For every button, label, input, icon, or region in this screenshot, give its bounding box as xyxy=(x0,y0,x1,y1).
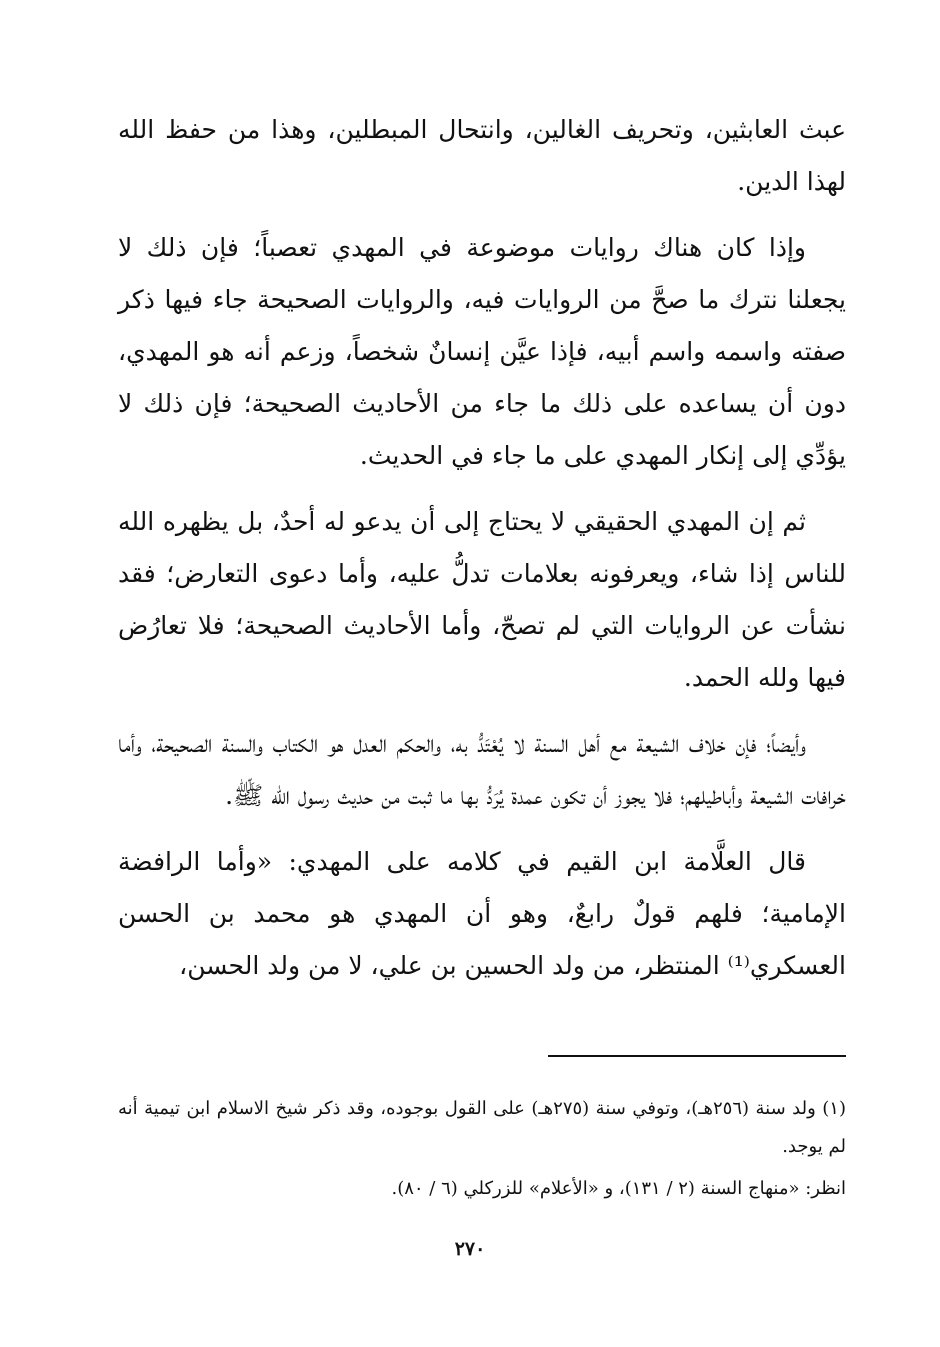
footnote-1: (١) ولد سنة (٢٥٦هـ)، وتوفي سنة (٢٧٥هـ) على القول بوجوده، وقد ذكر شيخ الاسلام ابن تيمية أنه لم يوجد. xyxy=(118,1098,846,1157)
paragraph-5: قال العلَّامة ابن القيم في كلامه على المهدي: «وأما الرافضة الإمامية؛ فلهم قولٌ رابعٌ، وهو أن المهدي هو محمد بن الحسن العسكري⁽¹⁾ المنتظر، من ولد الحسين بن علي، لا من ولد الحسن، xyxy=(118,847,846,980)
paragraph-2: وإذا كان هناك روايات موضوعة في المهدي تعصباً؛ فإن ذلك لا يجعلنا نترك ما صحَّ من الروايات فيه، والروايات الصحيحة جاء فيها ذكر صفته واسمه واسم أبيه، فإذا عيَّن إنسانٌ شخصاً، وزعم أنه هو المهدي، دون أن يساعده على ذلك ما جاء من الأحاديث الصحيحة؛ فإن ذلك لا يؤدِّي إلى إنكار المهدي على ما جاء في الحديث. xyxy=(118,233,846,470)
main-text xyxy=(118,104,846,1006)
paragraph-1: عبث العابثين، وتحريف الغالين، وانتحال المبطلين، وهذا من حفظ الله لهذا الدين. xyxy=(118,115,846,196)
page-number: ٢٧٠ xyxy=(454,1238,486,1260)
footnotes xyxy=(118,1090,846,1208)
paragraph-3: ثم إن المهدي الحقيقي لا يحتاج إلى أن يدعو له أحدٌ، بل يظهره الله للناس إذا شاء، ويعرفونه بعلامات تدلُّ عليه، وأما دعوى التعارض؛ فقد نشأت عن الروايات التي لم تصحّ، وأما الأحاديث الصحيحة؛ فلا تعارُض فيها ولله الحمد. xyxy=(118,507,846,692)
footnote-reference: انظر: «منهاج السنة (٢ / ١٣١)، و «الأعلام» للزركلي (٦ / ٨٠). xyxy=(391,1178,846,1199)
paragraph-4: وأيضاً؛ فإن خلاف الشيعة مع أهل السنة لا يُعْتَدُّ به، والحكم العدل هو الكتاب والسنة الصحيحة، وأما خرافات الشيعة وأباطيلهم؛ فلا يجوز أن تكون عمدة يُرَدُّ بها ما ثبت من حديث رسول الله ﷺ. xyxy=(118,729,846,810)
footnote-divider xyxy=(548,1055,846,1057)
